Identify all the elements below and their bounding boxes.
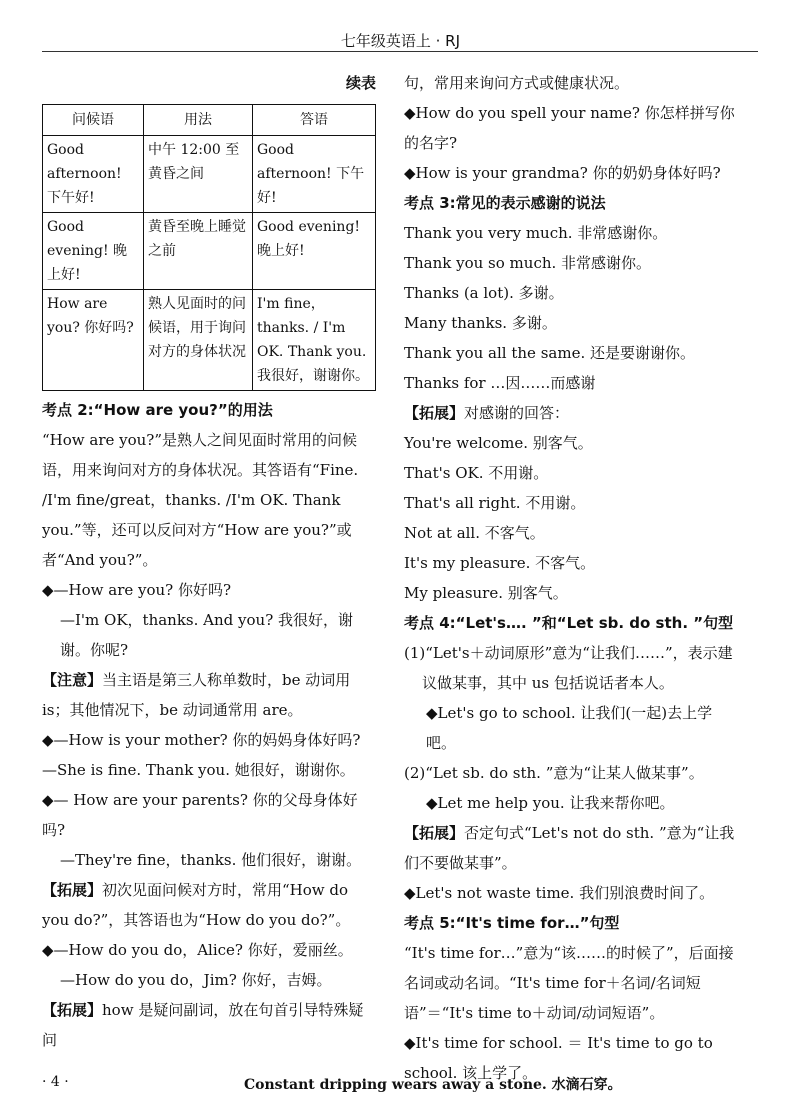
extension-tag: 【拓展】 (42, 1001, 103, 1019)
footer-motto: Constant dripping wears away a stone. 水滴石穿。 (244, 1077, 622, 1093)
table-cell: Good afternoon! 下午好! (253, 136, 376, 213)
extension-text: 对感谢的回答： (464, 404, 570, 422)
table-header: 用法 (144, 105, 253, 136)
continued-label: 续表 (345, 74, 376, 92)
table-header: 答语 (253, 105, 376, 136)
greeting-table (42, 104, 376, 391)
extension-text: 初次见面问候对方时，常用“How do you do?”，其答语也为“How do you do?”。 (42, 881, 351, 929)
note-tag: 【注意】 (42, 671, 103, 689)
reply-item: It's my pleasure. 不客气。 (404, 554, 596, 572)
table-row (43, 290, 376, 391)
reply-item: My pleasure. 别客气。 (404, 584, 568, 602)
extension-tag: 【拓展】 (404, 404, 465, 422)
reply-item: That's all right. 不用谢。 (404, 494, 586, 512)
table-header-row (43, 105, 376, 136)
extension-text: 否定句式“Let's not do sth. ”意为“让我们不要做某事”。 (404, 824, 735, 872)
thanks-item: Thank you very much. 非常感谢你。 (404, 224, 668, 242)
extension-tag: 【拓展】 (404, 824, 465, 842)
right-column (404, 68, 740, 1088)
reply-item: You're welcome. 别客气。 (404, 434, 593, 452)
table-cell: Good evening! 晚上好! (253, 213, 376, 290)
table-cell: 黄昏至晚上睡觉之前 (144, 213, 253, 290)
example: ◆How is your grandma? 你的奶奶身体好吗? (404, 164, 721, 182)
section-title: 考点 4:“Let's…. ”和“Let sb. do sth. ”句型 (404, 614, 734, 632)
example: ◆How do you spell your name? 你怎样拼写你的名字? (404, 104, 735, 152)
table-cell: 熟人见面时的问候语，用于询问对方的身体状况 (144, 290, 253, 391)
note-text: 当主语是第三人称单数时，be 动词用 is；其他情况下，be 动词通常用 are。 (42, 671, 351, 719)
reply-item: Not at all. 不客气。 (404, 524, 545, 542)
paragraph: 句，常用来询问方式或健康状况。 (404, 74, 630, 92)
thanks-item: Many thanks. 多谢。 (404, 314, 557, 332)
section-title: 考点 5:“It's time for…”句型 (404, 914, 620, 932)
header-title: 七年级英语上 · RJ (340, 32, 460, 50)
table-cell: I'm fine，thanks. / I'm OK. Thank you. 我很好，谢谢你。 (253, 290, 376, 391)
example-answer: —They're fine，thanks. 他们很好，谢谢。 (60, 851, 362, 869)
table-cell: Good afternoon! 下午好! (43, 136, 144, 213)
extension-paragraph (42, 995, 376, 1055)
section-title: 考点 2:“How are you?”的用法 (42, 401, 273, 419)
paragraph: (2)“Let sb. do sth. ”意为“让某人做某事”。 (404, 764, 704, 782)
table-cell: Good evening! 晚上好! (43, 213, 144, 290)
table-row (43, 136, 376, 213)
section-title: 考点 3:常见的表示感谢的说法 (404, 194, 606, 212)
table-row (43, 213, 376, 290)
thanks-item: Thanks (a lot). 多谢。 (404, 284, 564, 302)
table-header: 问候语 (43, 105, 144, 136)
paragraph: “How are you?”是熟人之间见面时常用的问候语，用来询问对方的身体状况。其答语有“Fine. /I'm fine/great，thanks. /I'm OK. Thank you.”等，还可以反问对方“How are you?”或者“And you?”。 (42, 431, 359, 569)
example: ◆Let's go to school. 让我们(一起)去上学吧。 (426, 704, 713, 752)
example: ◆It's time for school. ＝ It's time to go to school. 该上学了。 (404, 1034, 713, 1082)
page-header (0, 30, 800, 52)
extension-text: how 是疑问副词，放在句首引导特殊疑问 (42, 1001, 364, 1049)
page-footer (0, 1074, 800, 1098)
extension-paragraph (404, 818, 740, 878)
paragraph: (1)“Let's＋动词原形”意为“让我们……”，表示建议做某事，其中 us 包括说话者本人。 (404, 644, 733, 692)
example-answer: —She is fine. Thank you. 她很好，谢谢你。 (42, 761, 355, 779)
paragraph: “It's time for…”意为“该……的时候了”，后面接名词或动名词。“It's time for＋名词/名词短语”＝“It's time to＋动词/动词短语”。 (404, 944, 734, 1022)
extension-paragraph (42, 875, 376, 935)
example-question: ◆— How are your parents? 你的父母身体好吗? (42, 791, 358, 839)
left-column (42, 68, 376, 1055)
table-cell: 中午 12:00 至黄昏之间 (144, 136, 253, 213)
reply-item: That's OK. 不用谢。 (404, 464, 549, 482)
thanks-item: Thanks for …因……而感谢 (404, 374, 596, 392)
thanks-item: Thank you so much. 非常感谢你。 (404, 254, 652, 272)
example-question: ◆—How is your mother? 你的妈妈身体好吗? (42, 731, 361, 749)
example: ◆Let me help you. 让我来帮你吧。 (426, 794, 675, 812)
example-question: ◆—How are you? 你好吗? (42, 581, 232, 599)
example-answer: —I'm OK，thanks. And you? 我很好，谢谢。你呢? (60, 611, 353, 659)
table-cell: How are you? 你好吗? (43, 290, 144, 391)
page-number: · 4 · (42, 1074, 69, 1090)
example: ◆Let's not waste time. 我们别浪费时间了。 (404, 884, 715, 902)
header-rule (42, 51, 758, 52)
note-paragraph (42, 665, 376, 725)
example-question: ◆—How do you do，Alice? 你好，爱丽丝。 (42, 941, 353, 959)
example-answer: —How do you do，Jim? 你好，吉姆。 (60, 971, 332, 989)
extension-tag: 【拓展】 (42, 881, 103, 899)
extension-paragraph (404, 398, 740, 428)
thanks-item: Thank you all the same. 还是要谢谢你。 (404, 344, 695, 362)
